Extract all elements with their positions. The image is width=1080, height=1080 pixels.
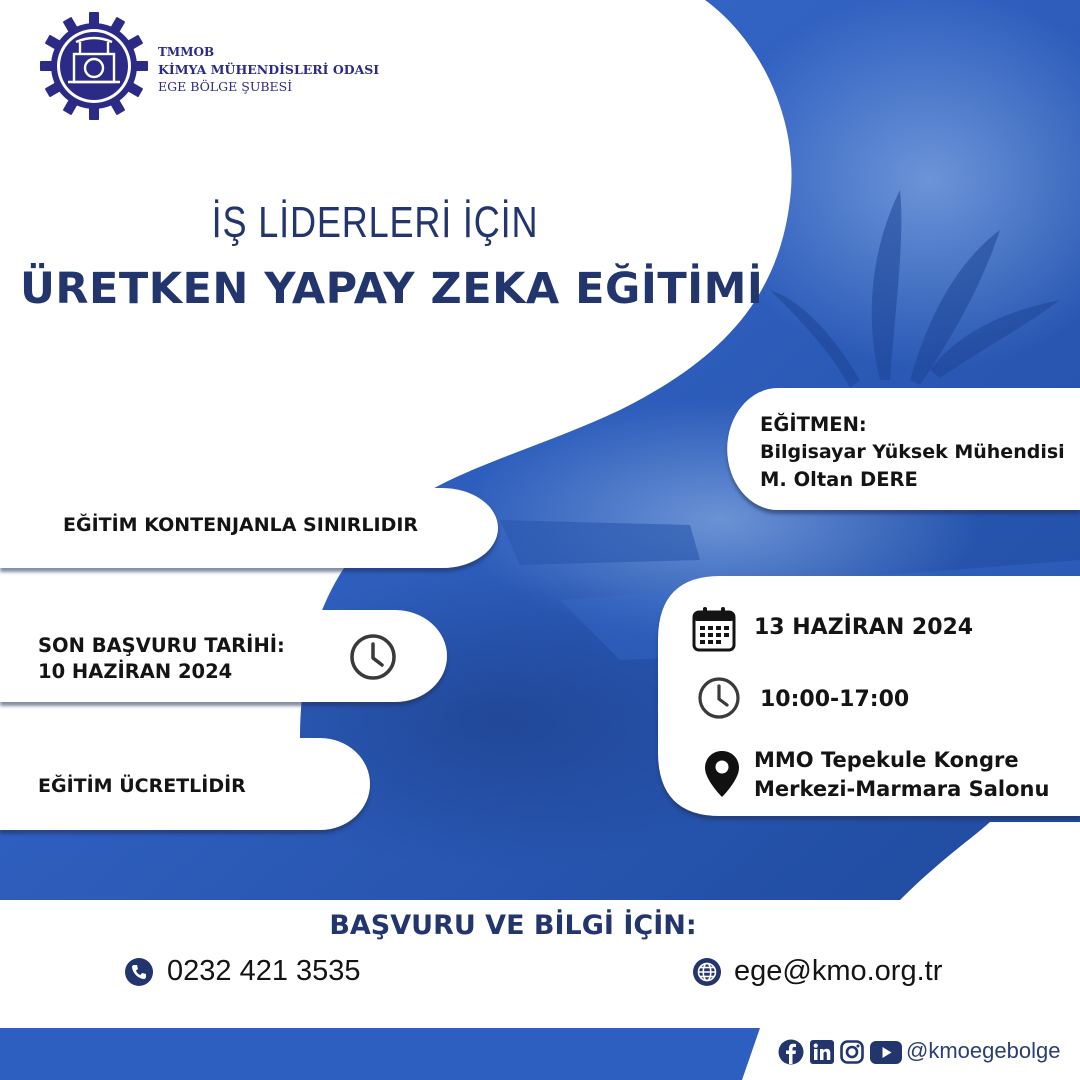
title-line-1: İŞ LİDERLERİ İÇİN: [211, 198, 539, 247]
instagram-icon[interactable]: [840, 1040, 864, 1064]
event-time: 10:00-17:00: [760, 687, 910, 712]
trainer-name: M. Oltan DERE: [760, 468, 918, 491]
globe-icon: [692, 957, 722, 987]
capacity-text: EĞİTİM KONTENJANLA SINIRLIDIR: [63, 514, 419, 536]
event-location-line-2: Merkezi-Marmara Salonu: [754, 777, 1050, 801]
clock-icon: [349, 633, 397, 681]
location-pin-icon: [704, 750, 740, 798]
trainer-title: Bilgisayar Yüksek Mühendisi: [760, 441, 1065, 463]
event-date: 13 HAZİRAN 2024: [754, 615, 974, 640]
fee-text: EĞİTİM ÜCRETLİDİR: [38, 775, 246, 797]
calendar-icon: [692, 606, 736, 652]
contact-heading: BAŞVURU VE BİLGİ İÇİN:: [329, 910, 697, 941]
org-line-2: KİMYA MÜHENDİSLERİ ODASI: [158, 62, 380, 77]
linkedin-icon[interactable]: [810, 1040, 834, 1064]
youtube-icon[interactable]: [870, 1041, 902, 1064]
email-address[interactable]: ege@kmo.org.tr: [734, 955, 943, 987]
social-handle[interactable]: @kmoegebolge: [906, 1038, 1061, 1063]
phone-icon: [124, 957, 154, 987]
facebook-icon[interactable]: [778, 1039, 804, 1065]
bottom-blue-band: [0, 1028, 760, 1080]
title-line-2: ÜRETKEN YAPAY ZEKA EĞİTİMİ: [20, 264, 764, 314]
trainer-label: EĞİTMEN:: [760, 413, 867, 436]
organization-name: [158, 44, 379, 95]
kmo-logo: [40, 12, 148, 120]
laptop-silhouette: [500, 520, 700, 565]
deadline-label: SON BAŞVURU TARİHİ:: [38, 634, 285, 657]
org-line-3: EGE BÖLGE ŞUBESİ: [158, 79, 293, 94]
org-line-1: TMMOB: [158, 45, 215, 59]
deadline-date: 10 HAZİRAN 2024: [38, 660, 233, 683]
clock-icon: [697, 676, 741, 720]
event-location-line-1: MMO Tepekule Kongre: [754, 748, 1019, 772]
phone-number[interactable]: 0232 421 3535: [167, 955, 361, 987]
